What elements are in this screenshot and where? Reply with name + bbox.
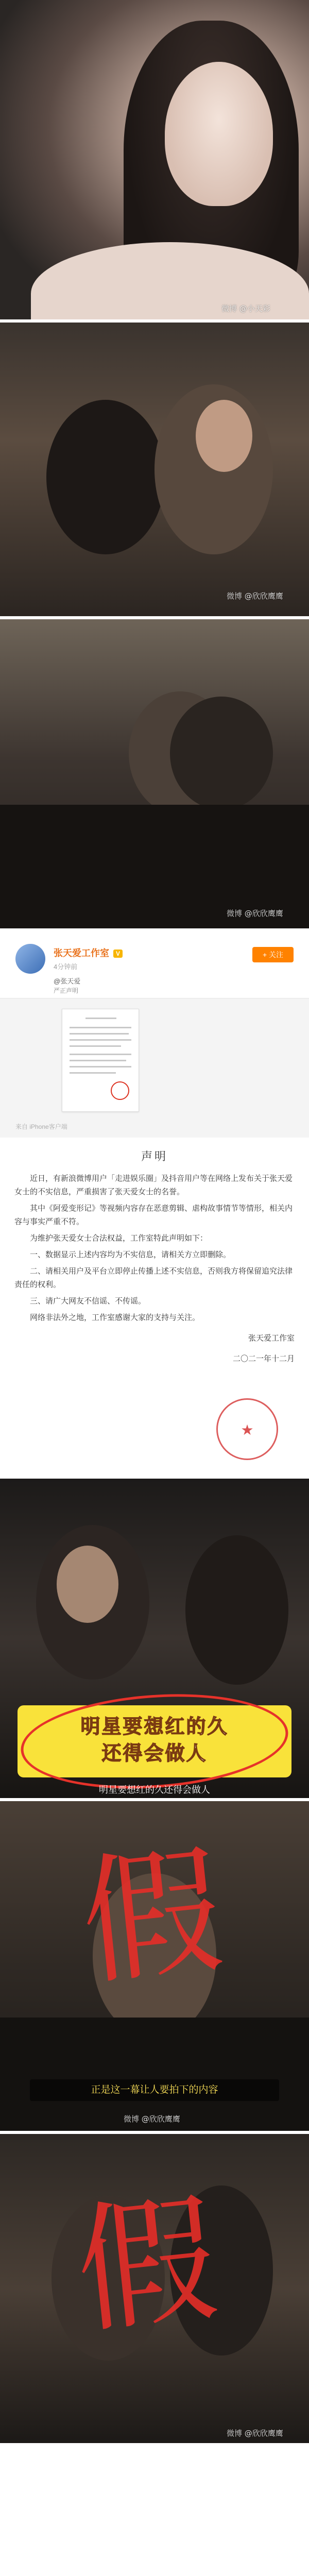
statement-paragraph: 近日，有新浪微博用户「走进娱乐圈」及抖音用户等在网络上发布关于张天爱女士的不实信息，严重损害了张天爱女士的名誉。 bbox=[14, 1174, 293, 1196]
seal-icon bbox=[111, 1081, 129, 1100]
post-source: 来自 iPhone客户端 bbox=[15, 1123, 67, 1130]
vip-badge: V bbox=[113, 950, 123, 958]
watermark: 微博 @欣欣鹰鹰 bbox=[227, 591, 283, 601]
statement-paragraph: 三、请广大网友不信谣、不传谣。 bbox=[30, 1297, 146, 1306]
statement-paragraph: 二、请相关用户及平台立即停止传播上述不实信息，否则我方将保留追究法律责任的权利。 bbox=[14, 1267, 293, 1289]
statement-paragraph: 网络非法外之地，工作室感谢大家的支持与关注。 bbox=[30, 1313, 200, 1322]
statement-date: 二〇二一年十二月 bbox=[232, 1354, 295, 1363]
post-time: 4分钟前 bbox=[54, 963, 78, 971]
statement-paragraph: 为维护张天爱女士合法权益，工作室特此声明如下： bbox=[30, 1234, 208, 1243]
video-subtitle: 正是这一幕让人要拍下的内容 bbox=[30, 2079, 279, 2101]
figure-shape bbox=[185, 1535, 288, 1685]
mention-link[interactable]: @张天爱 bbox=[54, 977, 81, 985]
statement-image-thumbnail[interactable] bbox=[62, 1009, 139, 1112]
face-shape bbox=[196, 400, 252, 472]
seal-icon: ★ bbox=[216, 1398, 278, 1460]
watermark: 微博 @小天彩 bbox=[221, 304, 270, 313]
banner-line: 明星要想红的久 bbox=[80, 1716, 229, 1738]
avatar[interactable] bbox=[15, 944, 45, 974]
fake-annotation: 假 bbox=[74, 1828, 230, 2005]
statement-paragraph: 一、数据显示上述内容均为不实信息，请相关方立即删除。 bbox=[30, 1250, 231, 1259]
photo-with-caption-banner bbox=[0, 1479, 309, 1798]
banner-line: 还得会做人 bbox=[101, 1743, 208, 1765]
follow-button[interactable]: + 关注 bbox=[252, 947, 294, 962]
weibo-post-header bbox=[0, 931, 309, 998]
watermark: 微博 @欣欣鹰鹰 bbox=[227, 2429, 283, 2438]
statement-paragraph: 其中《阿爱变形记》等视频内容存在恶意剪辑、虐构故事情节等情形，相关内容与事实严重不符。 bbox=[14, 1204, 293, 1226]
statement-title: 声明 bbox=[141, 1150, 168, 1163]
statement-signature: 张天爱工作室 bbox=[248, 1334, 295, 1343]
post-text: 严正声明 bbox=[54, 987, 79, 994]
photo-couple-car bbox=[0, 323, 309, 616]
watermark: 微博 @欣欣鹰鹰 bbox=[227, 909, 283, 918]
photo-car-window bbox=[0, 619, 309, 928]
photo-marked-fake-2 bbox=[0, 2134, 309, 2443]
face-shape bbox=[165, 62, 273, 206]
weibo-post-screenshot bbox=[0, 931, 309, 1138]
figure-shape bbox=[46, 400, 165, 554]
account-name[interactable]: 张天爱工作室 V bbox=[54, 946, 123, 959]
face-shape bbox=[57, 1546, 118, 1623]
watermark: 微博 @欣欣鹰鹰 bbox=[124, 2114, 180, 2124]
statement-document bbox=[0, 1141, 309, 1476]
figure-shape bbox=[170, 697, 273, 810]
photo-marked-fake bbox=[0, 1801, 309, 2131]
photo-portrait bbox=[0, 0, 309, 319]
fake-annotation: 假 bbox=[69, 2177, 225, 2353]
video-subtitle: 明星要想红的久还得会做人 bbox=[99, 1785, 210, 1795]
